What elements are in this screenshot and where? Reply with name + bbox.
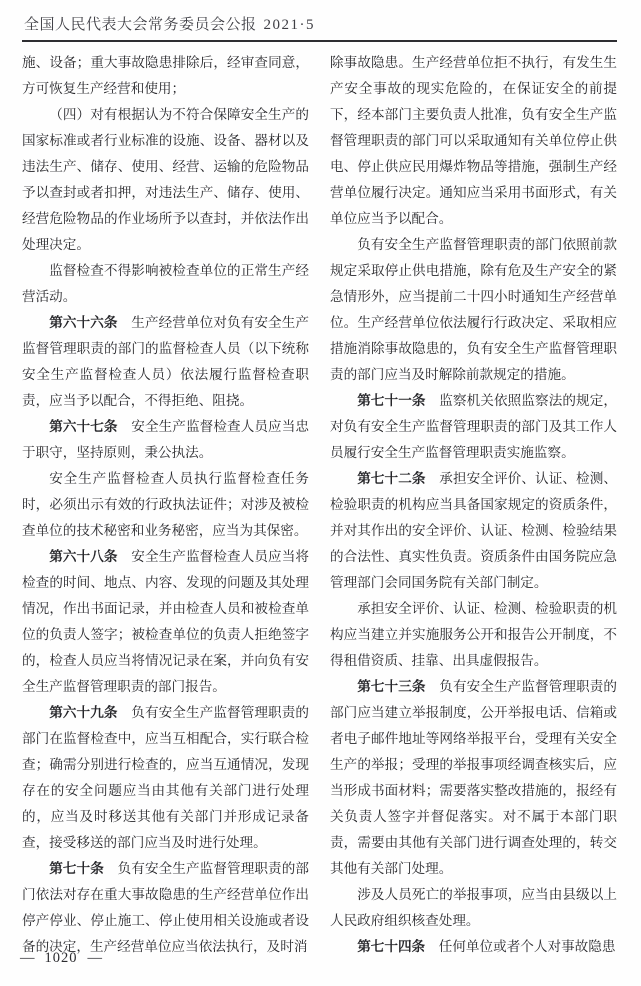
article-number: 第七十条 <box>49 861 104 876</box>
paragraph: 承担安全评价、认证、检测、检验职责的机构应当建立并实施服务公开和报告公开制度，不得租借资质、挂靠、出具虚假报告。 <box>330 601 617 668</box>
article-number: 第七十一条 <box>357 393 426 408</box>
paragraph: 第七十四条 任何单位或者个人对事故隐患 <box>357 939 616 954</box>
paragraph: 监督检查不得影响被检查单位的正常生产经营活动。 <box>22 263 309 304</box>
article-number: 第六十九条 <box>49 705 118 720</box>
column-right <box>330 50 617 960</box>
paragraph: 第六十九条 负有安全生产监督管理职责的部门在监督检查中，应当互相配合，实行联合检查；确需分别进行检查的，应当互通情况，发现存在的安全问题应当由其他有关部门进行处理的，应当及时移送其他有关部门并形成记录备查，接受移送的部门应当及时进行处理。 <box>22 705 310 850</box>
article-number: 第六十七条 <box>49 419 118 434</box>
header-rule <box>22 40 617 42</box>
paragraph: 施、设备；重大事故隐患排除后，经审查同意，方可恢复生产经营和使用； <box>22 55 309 96</box>
footer-dash-right: — <box>87 950 102 966</box>
article-number: 第七十二条 <box>357 471 426 486</box>
article-number: 第七十四条 <box>357 939 426 954</box>
publication-title: 全国人民代表大会常务委员会公报 <box>24 17 257 33</box>
article-number: 第七十三条 <box>357 679 426 694</box>
paragraph: 第六十七条 安全生产监督检查人员应当忠于职守，坚持原则，秉公执法。 <box>22 419 310 460</box>
article-number: 第六十八条 <box>49 549 118 564</box>
page-footer <box>20 950 102 967</box>
paragraph: 第七十三条 负有安全生产监督管理职责的部门应当建立举报制度，公开举报电话、信箱或者电子邮件地址等网络举报平台，受理有关安全生产的举报；受理的举报事项经调查核实后，应当形成书面材料；需要落实整改措施的，报经有关负责人签字并督促落实。对不属于本部门职责，需要由其他有关部门进行调查处理的，转交其他有关部门处理。 <box>330 679 618 876</box>
paragraph: 第七十条 负有安全生产监督管理职责的部门依法对存在重大事故隐患的生产经营单位作出停产停业、停止施工、停止使用相关设施或者设备的决定，生产经营单位应当依法执行，及时消 <box>22 861 310 954</box>
issue-number: 2021·5 <box>263 17 316 33</box>
paragraph: 第六十八条 安全生产监督检查人员应当将检查的时间、地点、内容、发现的问题及其处理情况，作出书面记录，并由检查人员和被检查单位的负责人签字；被检查单位的负责人拒绝签字的，检查人员应当将情况记录在案，并向负有安全生产监督管理职责的部门报告。 <box>22 549 310 694</box>
article-number: 第六十六条 <box>49 315 118 330</box>
paragraph: 第七十一条 监察机关依照监察法的规定，对负有安全生产监督管理职责的部门及其工作人员履行安全生产监督管理职责实施监察。 <box>330 393 618 460</box>
page-header <box>24 13 315 34</box>
paragraph: 安全生产监督检查人员执行监督检查任务时，必须出示有效的行政执法证件；对涉及被检查单位的技术秘密和业务秘密，应当为其保密。 <box>22 471 309 538</box>
paragraph: 第七十二条 承担安全评价、认证、检测、检验职责的机构应当具备国家规定的资质条件，并对其作出的安全评价、认证、检测、检验结果的合法性、真实性负责。资质条件由国务院应急管理部门会同国务院有关部门制定。 <box>330 471 618 590</box>
footer-dash-left: — <box>20 950 35 966</box>
paragraph: （四）对有根据认为不符合保障安全生产的国家标准或者行业标准的设施、设备、器材以及违法生产、储存、使用、经营、运输的危险物品予以查封或者扣押，对违法生产、储存、使用、经营危险物品的作业场所予以查封，并依法作出处理决定。 <box>22 107 309 252</box>
column-left <box>22 50 309 960</box>
paragraph: 涉及人员死亡的举报事项，应当由县级以上人民政府组织核查处理。 <box>330 887 617 928</box>
paragraph: 负有安全生产监督管理职责的部门依照前款规定采取停止供电措施，除有危及生产安全的紧急情形外，应当提前二十四小时通知生产经营单位。生产经营单位依法履行行政决定、采取相应措施消除事故隐患的，负有安全生产监督管理职责的部门应当及时解除前款规定的措施。 <box>330 237 617 382</box>
page-number: 1020 <box>44 950 78 966</box>
paragraph: 第六十六条 生产经营单位对负有安全生产监督管理职责的部门的监督检查人员（以下统称安全生产监督检查人员）依法履行监督检查职责，应当予以配合，不得拒绝、阻挠。 <box>22 315 310 408</box>
paragraph: 除事故隐患。生产经营单位拒不执行，有发生生产安全事故的现实危险的，在保证安全的前提下，经本部门主要负责人批准，负有安全生产监督管理职责的部门可以采取通知有关单位停止供电、停止供应民用爆炸物品等措施，强制生产经营单位履行决定。通知应当采用书面形式，有关单位应当予以配合。 <box>330 55 617 226</box>
